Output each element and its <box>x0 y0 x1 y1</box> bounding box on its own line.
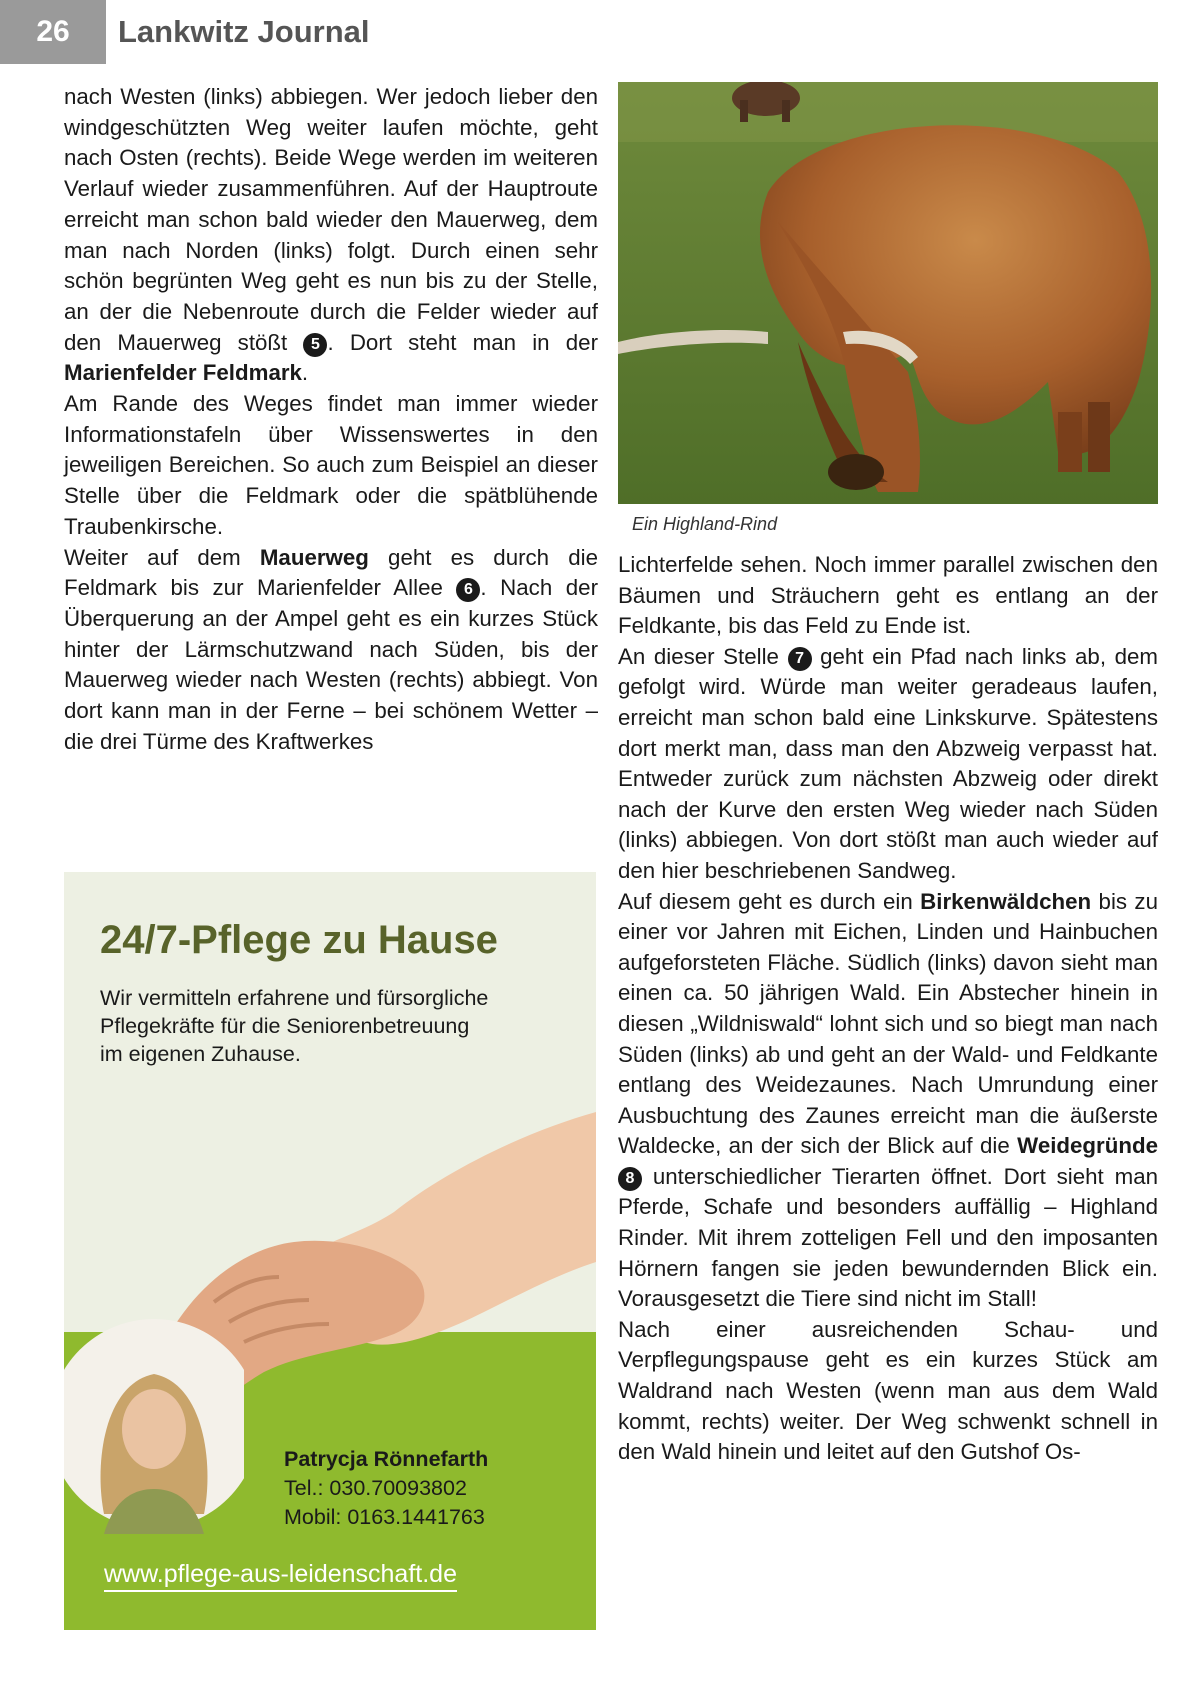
ad-website-link[interactable]: www.pflege-aus-leidenschaft.de <box>104 1560 457 1592</box>
ad-contact-block <box>284 1445 488 1532</box>
paragraph: Auf diesem geht es durch ein Birkenwäldchen bis zu einer vor Jahren mit Eichen, Linden und Hainbuchen aufgeforsteten Fläche. Südlich (links) davon sieht man einen ca. 50 jährigen Wald. Ein Abstecher hinein in diesen „Wildniswald“ lohnt sich und so biegt man nach Süden (links) ab und geht an der Wald- und Feldkante entlang des Weidezaunes. Nach Umrundung einer Ausbuchtung des Zaunes erreicht man die äußerste Waldecke, an der sich der Blick auf die Weidegründe 8 unterschiedlicher Tierarten öffnet. Dort sieht man Pferde, Schafe und besonders auffällig – Highland Rinder. Mit ihrem zotteligen Fell und den imposanten Hörnern fangen sie jeden bewundernden Blick ein. Vorausgesetzt die Tiere sind nicht im Stall! <box>618 888 1158 1312</box>
contact-mobile: Mobil: 0163.1441763 <box>284 1505 485 1529</box>
paragraph: Weiter auf dem Mauerweg geht es durch die Feldmark bis zur Marienfelder Allee 6 . Nach der Überquerung an der Ampel geht es ein kurzes Stück hinter der Lärmschutzwand nach Süden, bis der Mauerweg wieder nach Westen (rechts) abbiegt. Von dort kann man in der Ferne – bei schönem Wetter – die drei Türme des Kraftwerkes <box>64 544 598 754</box>
journal-title: Lankwitz Journal <box>118 14 370 49</box>
paragraph: Nach einer ausreichenden Schau- und Verpflegungspause geht es ein kurzes Stück am Waldrand nach Westen (wenn man aus dem Wald kommt, rechts) weiter. Der Weg schwenkt schnell in den Wald hinein und leitet auf den Gutshof Os- <box>618 1316 1158 1465</box>
photo-caption: Ein Highland-Rind <box>632 514 778 534</box>
contact-phone: Tel.: 030.70093802 <box>284 1476 467 1500</box>
paragraph: An dieser Stelle 7 geht ein Pfad nach links ab, dem gefolgt wird. Würde man weiter geradeaus laufen, erreicht man schon bald eine Linkskurve. Spätestens dort merkt man, dass man den Abzweig verpasst hat. Entweder zurück zum nächsten Abzweig oder direkt nach der Kurve den ersten Weg wieder nach Süden (links) abbiegen. Von dort stößt man auch wieder auf den hier beschriebenen Sandweg. <box>618 643 1158 883</box>
paragraph: Lichterfelde sehen. Noch immer parallel zwischen den Bäumen und Sträuchern geht es entlang an der Feldkante, bis das Feld zu Ende ist. <box>618 552 1158 639</box>
place-name: Marienfelder Feldmark <box>64 360 302 386</box>
waypoint-marker-8: 8 <box>618 1167 642 1191</box>
ad-headline: 24/7-Pflege zu Hause <box>100 918 498 962</box>
paragraph: Am Rande des Weges findet man immer wieder Informationstafeln über Wissenswertes in den jeweiligen Bereichen. So auch zum Beispiel an dieser Stelle über die Feldmark oder die spätblühende Traubenkirsche. <box>64 391 598 539</box>
place-name: Mauerweg <box>259 544 369 570</box>
care-service-advertisement <box>64 872 596 1630</box>
waypoint-marker-6: 6 <box>456 578 480 602</box>
contact-portrait <box>64 1314 244 1534</box>
ad-subtitle: Wir vermitteln erfahrene und fürsorgliche Pflegekräfte für die Seniorenbetreuung im eigenen Zuhause. <box>100 986 489 1066</box>
place-name: Birkenwäldchen <box>920 888 1092 914</box>
article-column-left <box>64 82 598 757</box>
contact-name: Patrycja Rönnefarth <box>284 1447 489 1471</box>
background-cow <box>732 82 800 122</box>
paragraph: nach Westen (links) abbiegen. Wer jedoch lieber den windgeschützten Weg weiter laufen möchte, geht nach Osten (rechts). Beide Wege werden im weiteren Verlauf wieder zusammenführen. Auf der Hauptroute erreicht man schon bald wieder den Mauerweg, dem man nach Norden (links) folgt. Durch einen sehr schön begrünten Weg geht es nun bis zu der Stelle, an der die Nebenroute durch die Felder wieder auf den Mauerweg stößt 5 . Dort steht man in der Marienfelder Feldmark. <box>64 84 598 386</box>
waypoint-marker-5: 5 <box>303 333 327 357</box>
highland-cattle-photo <box>618 82 1158 504</box>
waypoint-marker-7: 7 <box>788 647 812 671</box>
article-column-right <box>618 550 1158 1468</box>
page-number: 26 <box>0 0 106 64</box>
highland-cattle-image <box>618 82 1158 504</box>
place-name: Weidegründe <box>1017 1133 1158 1159</box>
